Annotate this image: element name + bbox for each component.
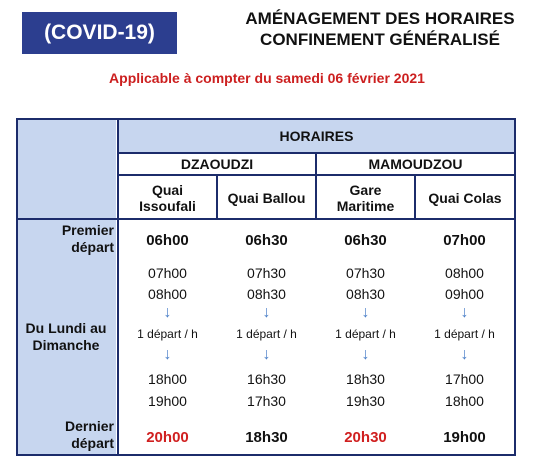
arrow-down-icon: ↓	[163, 346, 172, 363]
city-mamoudzou: MAMOUDZOU	[368, 156, 463, 172]
stop-quai-colas: Quai Colas	[428, 190, 502, 206]
row-label-line-2: départ	[71, 239, 114, 255]
arrow-down-icon: ↓	[460, 346, 469, 363]
time-first: 06h30	[245, 232, 288, 249]
arrow-down-icon: ↓	[361, 304, 370, 321]
row-label-line-2: départ	[71, 435, 114, 451]
time-cell: 08h30	[247, 286, 286, 302]
title	[232, 8, 528, 50]
time-last: 18h30	[245, 429, 288, 446]
arrow-down-icon: ↓	[262, 346, 271, 363]
frequency-cell: 1 départ / h	[137, 327, 198, 341]
time-cell: 08h00	[148, 286, 187, 302]
title-line-1: AMÉNAGEMENT DES HORAIRES	[245, 9, 515, 28]
time-cell: 17h00	[445, 371, 484, 387]
stop-gare-maritime	[317, 176, 414, 220]
covid-badge: (COVID-19)	[22, 12, 177, 54]
time-cell: 08h30	[346, 286, 385, 302]
time-first: 07h00	[443, 232, 486, 249]
time-cell: 07h00	[148, 265, 187, 281]
row-label-line-1: Premier	[61, 222, 114, 238]
arrow-down-icon: ↓	[460, 304, 469, 321]
schedule-table	[16, 118, 516, 456]
time-cell: 18h30	[346, 371, 385, 387]
time-cell: 09h00	[445, 286, 484, 302]
time-cell: 07h30	[346, 265, 385, 281]
time-last: 19h00	[443, 429, 486, 446]
time-first: 06h00	[146, 232, 189, 249]
row-label-line-1: Dernier	[64, 418, 114, 434]
row-label-line-1: Du Lundi au	[25, 320, 107, 336]
frequency-cell: 1 départ / h	[236, 327, 297, 341]
time-cell: 18h00	[445, 393, 484, 409]
time-cell: 07h30	[247, 265, 286, 281]
stop-quai-ballou: Quai Ballou	[227, 190, 306, 206]
stop-line-2: Issoufali	[139, 198, 196, 214]
time-cell: 19h00	[148, 393, 187, 409]
stop-line-1: Quai	[151, 182, 184, 198]
time-cell: 08h00	[445, 265, 484, 281]
time-cell: 19h30	[346, 393, 385, 409]
time-last: 20h30	[344, 429, 387, 446]
stop-quai-issoufali	[119, 176, 216, 220]
title-line-2: CONFINEMENT GÉNÉRALISÉ	[260, 30, 500, 49]
time-cell: 16h30	[247, 371, 286, 387]
horaires-header: HORAIRES	[119, 119, 514, 153]
city-dzaoudzi: DZAOUDZI	[180, 156, 254, 172]
row-label-line-2: Dimanche	[32, 337, 100, 353]
time-first: 06h30	[344, 232, 387, 249]
time-cell: 17h30	[247, 393, 286, 409]
row-label-du-lundi-au-dimanche	[16, 320, 116, 354]
arrow-down-icon: ↓	[163, 304, 172, 321]
row-label-premier-depart	[16, 222, 116, 256]
time-last: 20h00	[146, 429, 189, 446]
time-cell: 18h00	[148, 371, 187, 387]
frequency-cell: 1 départ / h	[434, 327, 495, 341]
stop-line-2: Maritime	[336, 198, 395, 214]
arrow-down-icon: ↓	[361, 346, 370, 363]
arrow-down-icon: ↓	[262, 304, 271, 321]
row-label-dernier-depart	[16, 418, 116, 452]
frequency-cell: 1 départ / h	[335, 327, 396, 341]
applicability-subtitle: Applicable à compter du samedi 06 février 2021	[109, 70, 425, 86]
stop-line-1: Gare	[349, 182, 382, 198]
